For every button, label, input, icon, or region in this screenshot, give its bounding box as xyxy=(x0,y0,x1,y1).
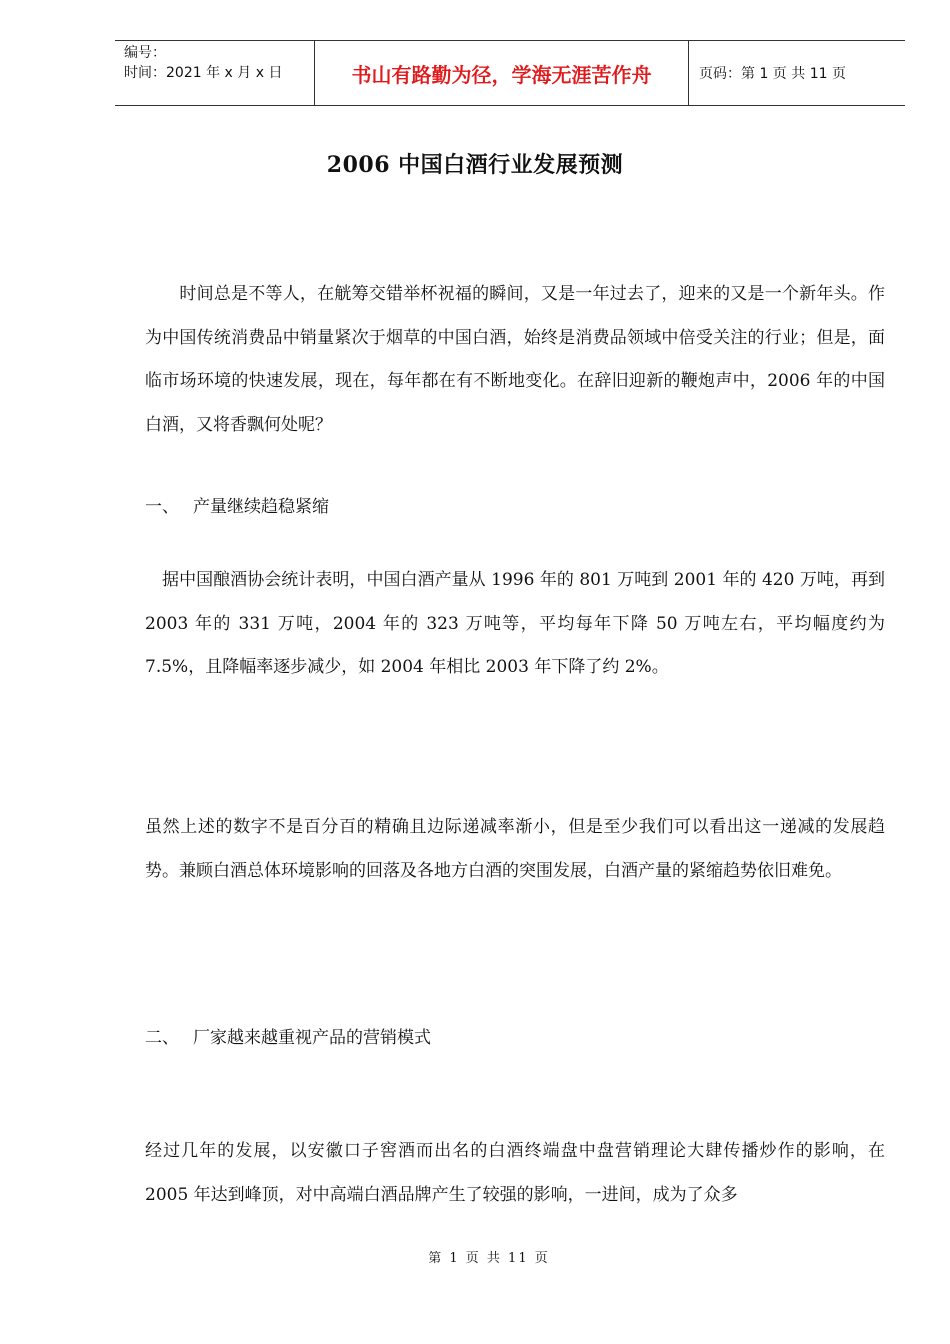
section-title: 厂家越来越重视产品的营销模式 xyxy=(193,1028,431,1048)
serial-number-label: 编号： xyxy=(124,45,166,61)
time-label: 时间：2021 年 x 月 x 日 xyxy=(124,65,283,81)
paragraph-trend: 虽然上述的数字不是百分百的精确且边际递减率渐小，但是至少我们可以看出这一递减的发展趋势。兼顾白酒总体环境影响的回落及各地方白酒的突围发展，白酒产量的紧缩趋势依旧难免。 xyxy=(145,817,885,881)
section-heading-1 xyxy=(145,492,329,517)
document-title: 2006 中国白酒行业发展预测 xyxy=(326,152,624,178)
section-heading-2 xyxy=(145,1023,431,1048)
section-title: 产量继续趋稳紧缩 xyxy=(193,497,329,517)
section-number: 一、 xyxy=(145,497,179,517)
header-page-number: 页码：第 1 页 共 11 页 xyxy=(699,66,846,82)
page-header xyxy=(115,40,905,106)
page-footer: 第 1 页 共 11 页 xyxy=(428,1251,550,1266)
section-number: 二、 xyxy=(145,1028,179,1048)
paragraph-production: 据中国酿酒协会统计表明，中国白酒产量从 1996 年的 801 万吨到 2001 年的 420 万吨，再到 2003 年的 331 万吨，2004 年的 323 万吨等，平均每年下降 50 万吨左右，平均幅度约为 7.5%，且降幅率逐步减少，如 2004 年相比 2003 年下降了约 2%。 xyxy=(145,570,885,677)
intro-paragraph: 时间总是不等人，在觥筹交错举杯祝福的瞬间，又是一年过去了，迎来的又是一个新年头。作为中国传统消费品中销量紧次于烟草的中国白酒，始终是消费品领域中倍受关注的行业；但是，面临市场环境的快速发展，现在，每年都在有不断地变化。在辞旧迎新的鞭炮声中，2006 年的中国白酒，又将香飘何处呢？ xyxy=(145,284,885,435)
paragraph-marketing: 经过几年的发展，以安徽口子窖酒而出名的白酒终端盘中盘营销理论大肆传播炒作的影响，在 2005 年达到峰顶，对中高端白酒品牌产生了较强的影响，一进间，成为了众多 xyxy=(145,1141,885,1205)
header-motto: 书山有路勤为径，学海无涯苦作舟 xyxy=(315,41,689,105)
header-meta xyxy=(115,41,315,105)
